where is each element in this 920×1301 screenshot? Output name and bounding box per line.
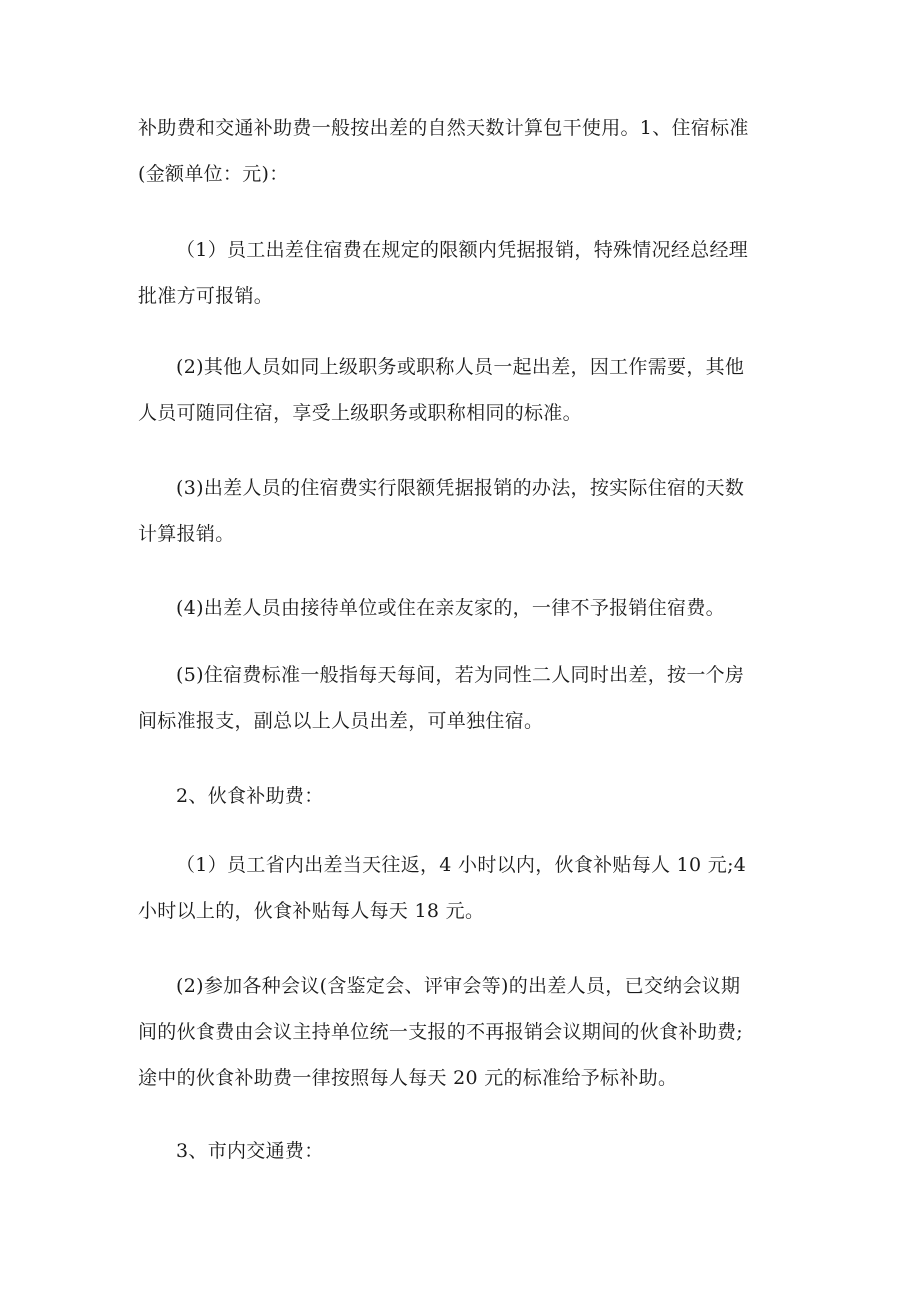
- text-line: 2、伙食补助费：: [176, 785, 324, 807]
- text-line: 批准方可报销。: [138, 285, 274, 307]
- text-line: (2)其他人员如同上级职务或职称人员一起出差，因工作需要，其他: [176, 356, 745, 378]
- text-line: 途中的伙食补助费一律按照每人每天 20 元的标准给予标补助。: [138, 1067, 678, 1089]
- text-line: (3)出差人员的住宿费实行限额凭据报销的办法，按实际住宿的天数: [176, 477, 745, 499]
- text-line: (4)出差人员由接待单位或住在亲友家的，一律不予报销住宿费。: [176, 597, 725, 619]
- text-line: (5)住宿费标准一般指每天每间，若为同性二人同时出差，按一个房: [176, 664, 745, 686]
- paragraph-intro: [138, 105, 788, 197]
- paragraph-lodging-2: [138, 344, 788, 436]
- text-line: 补助费和交通补助费一般按出差的自然天数计算包干使用。1、住宿标准: [138, 117, 749, 139]
- paragraph-lodging-5: [138, 652, 788, 744]
- text-line: 间标准报支，副总以上人员出差，可单独住宿。: [138, 710, 544, 732]
- text-line: 3、市内交通费：: [176, 1140, 324, 1162]
- text-line: 小时以上的，伙食补贴每人每天 18 元。: [138, 900, 485, 922]
- text-line: （1）员工出差住宿费在规定的限额内凭据报销，特殊情况经总经理: [176, 239, 749, 261]
- paragraph-meal-2: [138, 963, 788, 1101]
- paragraph-lodging-3: [138, 465, 788, 557]
- paragraph-lodging-1: [138, 227, 788, 319]
- section-heading-meal-allowance: [138, 773, 788, 819]
- paragraph-lodging-4: [138, 585, 788, 631]
- text-line: 人员可随同住宿，享受上级职务或职称相同的标准。: [138, 402, 582, 424]
- section-heading-local-transport: [138, 1128, 788, 1174]
- text-line: （1）员工省内出差当天往返，4 小时以内，伙食补贴每人 10 元;4: [176, 854, 747, 876]
- text-line: (2)参加各种会议(含鉴定会、评审会等)的出差人员，已交纳会议期: [176, 975, 741, 997]
- paragraph-meal-1: [138, 842, 788, 934]
- text-line: 间的伙食费由会议主持单位统一支报的不再报销会议期间的伙食补助费;: [138, 1021, 744, 1043]
- text-line: (金额单位：元)：: [138, 163, 289, 185]
- text-line: 计算报销。: [138, 523, 235, 545]
